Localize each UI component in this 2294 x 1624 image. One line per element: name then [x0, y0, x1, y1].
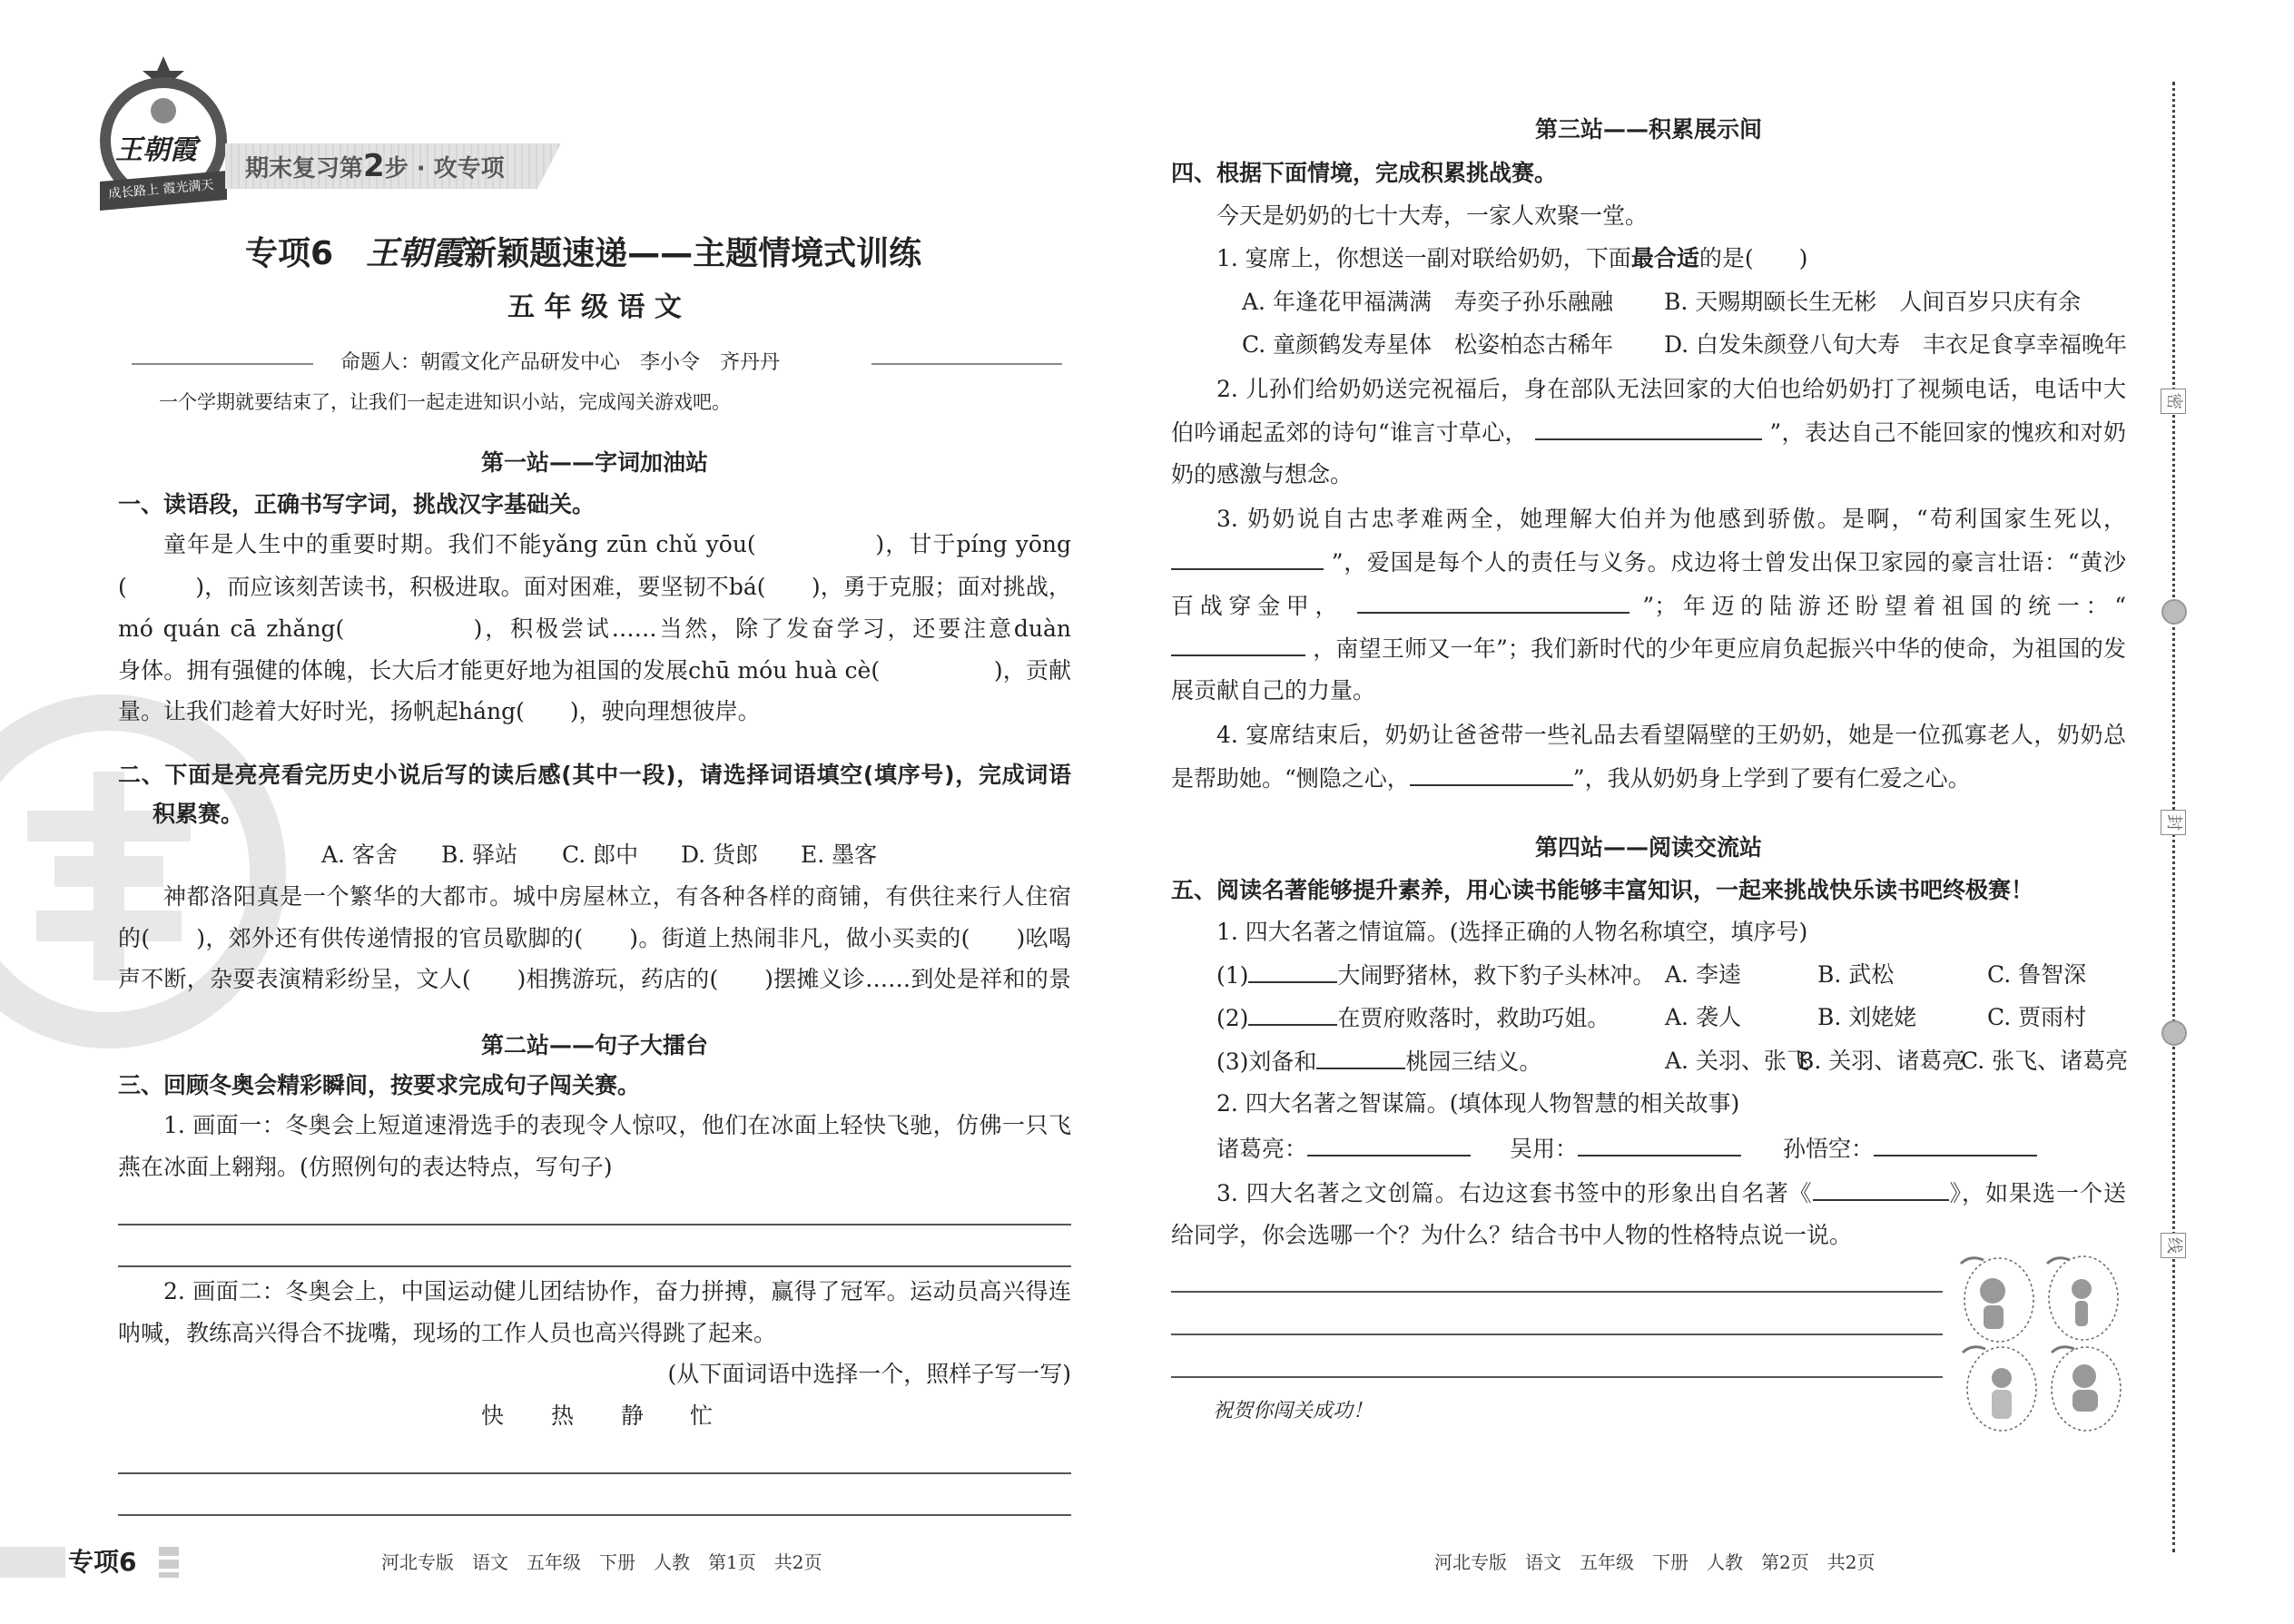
q1-line: mó quán cā zhǎng( )，积极尝试……当然，除了发奋学习，还要注意duàn — [118, 615, 1071, 642]
q5-row — [1216, 958, 1655, 992]
q3-word: 忙 — [690, 1403, 714, 1429]
q2-option: D. 货郎 — [681, 842, 759, 868]
text-part: (3)刘备和 — [1216, 1048, 1317, 1075]
q2-option: C. 郎中 — [562, 842, 639, 868]
station1-title: 第一站——字词加油站 — [480, 449, 708, 476]
binding-label-xian: 线 — [2161, 1233, 2186, 1258]
intro-text: 一个学期就要结束了，让我们一起走进知识小站，完成闯关游戏吧。 — [159, 391, 731, 413]
author-line: 命题人：朝霞文化产品研发中心 李小令 齐丹丹 — [340, 351, 781, 374]
q3-word: 快 — [481, 1403, 505, 1429]
author-rule-left — [132, 363, 313, 365]
text-part: (1) — [1216, 962, 1249, 989]
page-title — [245, 231, 921, 277]
q5-row-option: B. 武松 — [1817, 961, 1895, 988]
q5-row-option: A. 袭人 — [1665, 1004, 1741, 1030]
q4-item1 — [1171, 241, 2126, 276]
q5-row-option: C. 张飞、诸葛亮 — [1961, 1048, 2129, 1074]
q1-line: 童年是人生中的重要时期。我们不能yǎng zūn chǔ yōu( )，甘于píng yōng — [163, 531, 1071, 557]
banner-post: 步 · 攻专项 — [384, 155, 505, 182]
q5-field — [1510, 1131, 1741, 1166]
text-part: 桃园三结义。 — [1405, 1048, 1542, 1075]
fill-blank[interactable] — [1316, 1044, 1405, 1069]
fill-blank[interactable] — [1171, 545, 1324, 570]
field-label: 诸葛亮： — [1216, 1136, 1308, 1162]
text-part: 伯吟诵起孟郊的诗句“谁言寸草心， — [1171, 419, 1528, 446]
q1-line: 身体。拥有强健的体魄，长大后才能更好地为祖国的发展chū móu huà cè( )，贡献 — [118, 657, 1071, 684]
fill-blank[interactable] — [1248, 1000, 1337, 1026]
footer-tag-bar — [0, 1547, 65, 1578]
q2-line: 声不断，杂耍表演精彩纷呈，文人( )相携游玩，药店的( )摆摊义诊……到处是祥和的景 — [118, 966, 1071, 992]
binding-label-feng: 封 — [2161, 810, 2186, 835]
logo-brand: 王朝霞 — [115, 134, 197, 166]
text-part: ”；年迈的陆游还盼望着祖国的统一：“ — [1642, 593, 2126, 619]
footer-page1: 河北专版 语文 五年级 下册 人教 第1页 共2页 — [381, 1551, 822, 1573]
q5-row-option: B. 关羽、诸葛亮 — [1797, 1048, 1965, 1074]
q4-option: B. 天赐期颐长生无彬 人间百岁只庆有余 — [1664, 289, 2082, 315]
q1-line: ( )，而应该刻苦读书，积极进取。面对困难，要坚韧不bá( )，勇于克服；面对挑战， — [118, 574, 1071, 600]
subtitle: 五 年 级 语 文 — [507, 291, 682, 323]
fill-blank[interactable] — [1874, 1131, 2037, 1156]
q3-word: 热 — [551, 1403, 575, 1429]
q3-item2-line: 2. 画面二：冬奥会上，中国运动健儿团结协作，奋力拼搏，赢得了冠军。运动员高兴得连 — [163, 1278, 1071, 1304]
logo-slogan: 成长路上 霞光满天 — [107, 177, 215, 202]
q4-item3-line — [1171, 588, 2126, 623]
q5-row-option: A. 李逵 — [1665, 961, 1741, 988]
q5-row — [1216, 1000, 1610, 1035]
fill-blank[interactable] — [1171, 631, 1305, 656]
text-part: 在贾府败落时，救助巧姐。 — [1337, 1005, 1610, 1031]
q5-field — [1216, 1131, 1471, 1166]
q5-row-option: C. 贾雨村 — [1987, 1004, 2087, 1030]
author-rule-right — [871, 363, 1062, 365]
q4-item1-pre: 1. 宴席上，你想送一副对联给奶奶，下面 — [1216, 245, 1631, 271]
text-part: ，南望王师又一年”；我们新时代的少年更应肩负起振兴中华的使命，为祖国的发 — [1313, 635, 2126, 662]
q4-item4-line — [1171, 761, 2126, 795]
q4-option: A. 年逢花甲福满满 寿奕子孙乐融融 — [1242, 289, 1613, 315]
fill-blank[interactable] — [1248, 958, 1337, 983]
q2-option: B. 驿站 — [441, 842, 518, 868]
banner-pre: 期末复习第 — [245, 155, 364, 182]
q5-heading: 五、阅读名著能够提升素养，用心读书能够丰富知识，一起来挑战快乐读书吧终极赛！ — [1171, 877, 2034, 903]
bookmarks-illustration — [1952, 1253, 2133, 1434]
q3-item1-line: 燕在冰面上翱翔。(仿照例句的表达特点，写句子) — [118, 1154, 613, 1180]
banner-num: 2 — [363, 148, 385, 184]
text-part: ”，表达自己不能回家的愧疚和对奶 — [1769, 419, 2126, 446]
answer-line[interactable] — [118, 1514, 1071, 1516]
q3-item2-note: (从下面词语中选择一个，照样子写一写) — [667, 1361, 1071, 1387]
text-part: (2) — [1216, 1005, 1249, 1031]
q1-heading: 一、读语段，正确书写字词，挑战汉字基础关。 — [118, 491, 596, 517]
q2-heading: 二、下面是亮亮看完历史小说后写的读后感(其中一段)，请选择词语填空(填序号)，完成词语 — [118, 762, 1071, 788]
binding-circle-icon — [2161, 599, 2187, 625]
q2-heading-cont: 积累赛。 — [153, 801, 244, 827]
q1-line: 量。让我们趁着大好时光，扬帆起háng( )，驶向理想彼岸。 — [118, 698, 761, 724]
footer-tag-squares — [159, 1547, 179, 1578]
q4-scene: 今天是奶奶的七十大寿，一家人欢聚一堂。 — [1216, 202, 1649, 229]
q4-item2-line — [1171, 415, 2126, 449]
text-part: 百战穿金甲， — [1171, 593, 1344, 619]
fill-blank[interactable] — [1357, 588, 1629, 614]
q4-item1-post: 的是( ) — [1698, 245, 1808, 271]
fill-blank[interactable] — [1307, 1131, 1471, 1156]
q5-item3-line — [1171, 1176, 2126, 1210]
station4-title: 第四站——阅读交流站 — [1534, 834, 1762, 861]
station2-title: 第二站——句子大擂台 — [480, 1032, 708, 1058]
q4-item4-line: 4. 宴席结束后，奶奶让爸爸带一些礼品去看望隔壁的王奶奶，她是一位孤寡老人，奶奶总 — [1216, 722, 2126, 748]
q3-item1-line: 1. 画面一：冬奥会上短道速滑选手的表现令人惊叹，他们在冰面上轻快飞驰，仿佛一只飞 — [163, 1112, 1071, 1138]
closing-text: 祝贺你闯关成功！ — [1213, 1400, 1373, 1422]
q5-row-option: C. 鲁智深 — [1987, 961, 2087, 988]
q2-option: A. 客舍 — [321, 842, 398, 868]
title-brand: 王朝霞 — [366, 234, 465, 272]
q5-row-option: B. 刘姥姥 — [1817, 1004, 1917, 1030]
q5-row — [1216, 1044, 1541, 1078]
text-part: 3. 奶奶说自古忠孝难两全，她理解大伯并为他感到骄傲。是啊，“苟利国家生死以， — [1216, 506, 2126, 532]
fill-blank[interactable] — [1813, 1176, 1949, 1201]
q4-item3-line — [1171, 502, 2126, 536]
banner-text — [245, 149, 505, 186]
q4-item2-line: 2. 儿孙们给奶奶送完祝福后，身在部队无法回家的大伯也给奶奶打了视频电话，电话中大 — [1216, 376, 2126, 402]
q2-line: 的( )，郊外还有供传递情报的官员歇脚的( )。街道上热闹非凡，做小买卖的( )吆喝 — [118, 925, 1071, 951]
footer-page2: 河北专版 语文 五年级 下册 人教 第2页 共2页 — [1434, 1551, 1876, 1573]
answer-line[interactable] — [1171, 1291, 1943, 1293]
q4-item3-line — [1171, 545, 2126, 579]
field-label: 孙悟空： — [1783, 1136, 1875, 1162]
answer-line[interactable] — [118, 1265, 1071, 1267]
q4-item3-line: 展贡献自己的力量。 — [1171, 677, 1376, 704]
text-part: ”，我从奶奶身上学到了要有仁爱之心。 — [1572, 765, 1971, 792]
q5-item3-line: 给同学，你会选哪一个？为什么？结合书中人物的性格特点说一说。 — [1171, 1222, 1853, 1248]
q5-field — [1783, 1131, 2037, 1166]
q4-option: C. 童颜鹤发寿星体 松姿柏态古稀年 — [1242, 331, 1614, 358]
title-main: 新颖题速递——主题情境式训练 — [464, 235, 922, 272]
binding-circle-icon — [2161, 1020, 2187, 1046]
brand-logo — [95, 54, 231, 213]
q5-row-option: A. 关羽、张飞 — [1665, 1048, 1809, 1074]
q4-item3-line — [1171, 631, 2126, 665]
station3-title: 第三站——积累展示间 — [1534, 116, 1762, 143]
text-part: 大闹野猪林，救下豹子头林冲。 — [1337, 962, 1656, 989]
q5-item2: 2. 四大名著之智谋篇。(填体现人物智慧的相关故事) — [1216, 1090, 1740, 1117]
answer-line[interactable] — [1171, 1334, 1943, 1335]
q5-item1: 1. 四大名著之情谊篇。(选择正确的人物名称填空，填序号) — [1216, 919, 1808, 945]
answer-line[interactable] — [1171, 1376, 1943, 1378]
q3-word: 静 — [621, 1403, 645, 1429]
q4-item2-line: 奶的感激与想念。 — [1171, 461, 1354, 487]
q3-item2-line: 呐喊，教练高兴得合不拢嘴，现场的工作人员也高兴得跳了起来。 — [118, 1320, 777, 1346]
q4-heading: 四、根据下面情境，完成积累挑战赛。 — [1171, 160, 1558, 186]
text-part: 》，如果选一个送 — [1948, 1180, 2126, 1206]
footer-tag: 专项6 — [68, 1547, 137, 1577]
answer-line[interactable] — [118, 1472, 1071, 1474]
q4-option: D. 白发朱颜登八旬大寿 丰衣足食享幸福晚年 — [1664, 331, 2128, 358]
fill-blank[interactable] — [1535, 415, 1762, 440]
title-prefix: 专项6 — [245, 235, 334, 272]
field-label: 吴用： — [1510, 1136, 1579, 1162]
text-part: 3. 四大名著之文创篇。右边这套书签中的形象出自名著《 — [1216, 1180, 1813, 1206]
q3-heading: 三、回顾冬奥会精彩瞬间，按要求完成句子闯关赛。 — [118, 1072, 641, 1098]
fill-blank[interactable] — [1578, 1131, 1741, 1156]
fill-blank[interactable] — [1410, 761, 1573, 786]
q2-line: 神都洛阳真是一个繁华的大都市。城中房屋林立，有各种各样的商铺，有供往来行人住宿 — [163, 883, 1071, 910]
binding-label-mi: 密 — [2161, 389, 2186, 414]
text-part: ”，爱国是每个人的责任与义务。戍边将士曾发出保卫家园的豪言壮语：“黄沙 — [1331, 549, 2126, 576]
answer-line[interactable] — [118, 1224, 1071, 1225]
q2-option: E. 墨客 — [801, 842, 878, 868]
q4-item1-bold: 最合适 — [1630, 245, 1699, 271]
watermark-seal — [0, 690, 290, 1053]
text-part: 是帮助她。“恻隐之心， — [1171, 765, 1410, 792]
